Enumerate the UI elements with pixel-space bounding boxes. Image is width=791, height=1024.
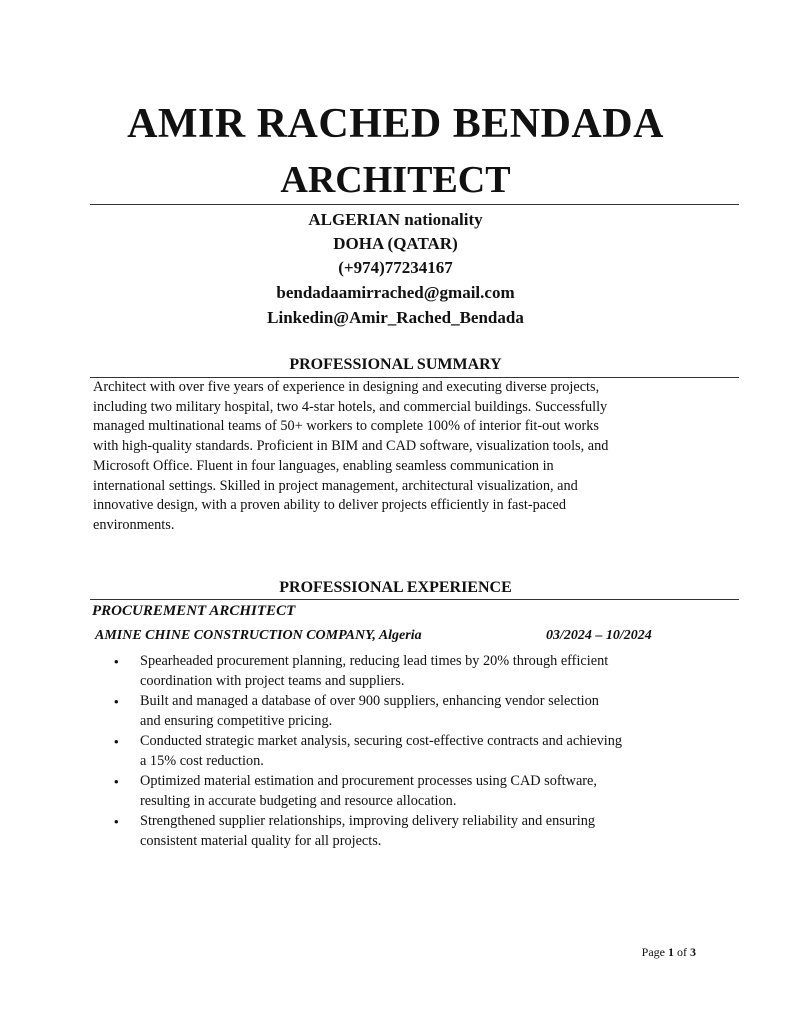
bullet-icon: • (114, 814, 119, 829)
contact-linkedin: Linkedin@Amir_Rached_Bendada (267, 308, 524, 327)
bullet-line: coordination with project teams and suppliers. (140, 673, 405, 689)
candidate-name: AMIR RACHED BENDADA (127, 101, 664, 147)
bullet-line: a 15% cost reduction. (140, 753, 264, 769)
summary-line: innovative design, with a proven ability to deliver projects efficiently in fast-paced (93, 497, 566, 514)
bullet-line: Built and managed a database of over 900 suppliers, enhancing vendor selection (140, 693, 599, 709)
summary-line: with high-quality standards. Proficient in BIM and CAD software, visualization tools, and (93, 438, 609, 455)
bullet-line: resulting in accurate budgeting and resource allocation. (140, 793, 457, 809)
experience-divider (90, 599, 739, 600)
contact-location: DOHA (QATAR) (333, 234, 458, 253)
bullet-icon: • (114, 654, 119, 669)
bullet-line: Conducted strategic market analysis, securing cost-effective contracts and achieving (140, 733, 623, 749)
bullet-line: and ensuring competitive pricing. (140, 713, 333, 729)
total-pages: 3 (690, 945, 696, 959)
page-label: Page (641, 945, 668, 959)
job-title: PROCUREMENT ARCHITECT (92, 603, 296, 619)
bullet-icon: • (114, 694, 119, 709)
summary-line: international settings. Skilled in project management, architectural visualization, and (93, 477, 578, 494)
summary-line: Architect with over five years of experience in designing and executing diverse projects, (93, 379, 600, 395)
summary-line: Microsoft Office. Fluent in four languages, enabling seamless communication in (93, 457, 554, 474)
summary-heading: PROFESSIONAL SUMMARY (289, 356, 502, 373)
page-of: of (674, 945, 690, 959)
contact-nationality: ALGERIAN nationality (308, 210, 483, 229)
page-number (642, 945, 696, 960)
contact-email: bendadaamirrached@gmail.com (276, 283, 515, 302)
summary-line: environments. (93, 516, 175, 533)
bullet-line: Optimized material estimation and procurement processes using CAD software, (140, 773, 597, 789)
bullet-line: Spearheaded procurement planning, reducing lead times by 20% through efficient (140, 653, 609, 669)
bullet-icon: • (114, 734, 119, 749)
contact-phone: (+974)77234167 (338, 258, 453, 277)
bullet-icon: • (114, 774, 119, 789)
candidate-title: ARCHITECT (280, 159, 511, 201)
company-name: AMINE CHINE CONSTRUCTION COMPANY, Algeria (95, 628, 422, 643)
bullet-line: Strengthened supplier relationships, improving delivery reliability and ensuring (140, 813, 596, 829)
summary-line: including two military hospital, two 4-star hotels, and commercial buildings. Successfully (93, 398, 608, 415)
header-divider (90, 204, 739, 205)
job-dates: 03/2024 – 10/2024 (546, 628, 652, 643)
summary-line: managed multinational teams of 50+ workers to complete 100% of interior fit-out works (93, 418, 599, 435)
bullet-line: consistent material quality for all projects. (140, 833, 382, 849)
current-page: 1 (668, 945, 674, 959)
experience-heading: PROFESSIONAL EXPERIENCE (279, 579, 512, 596)
